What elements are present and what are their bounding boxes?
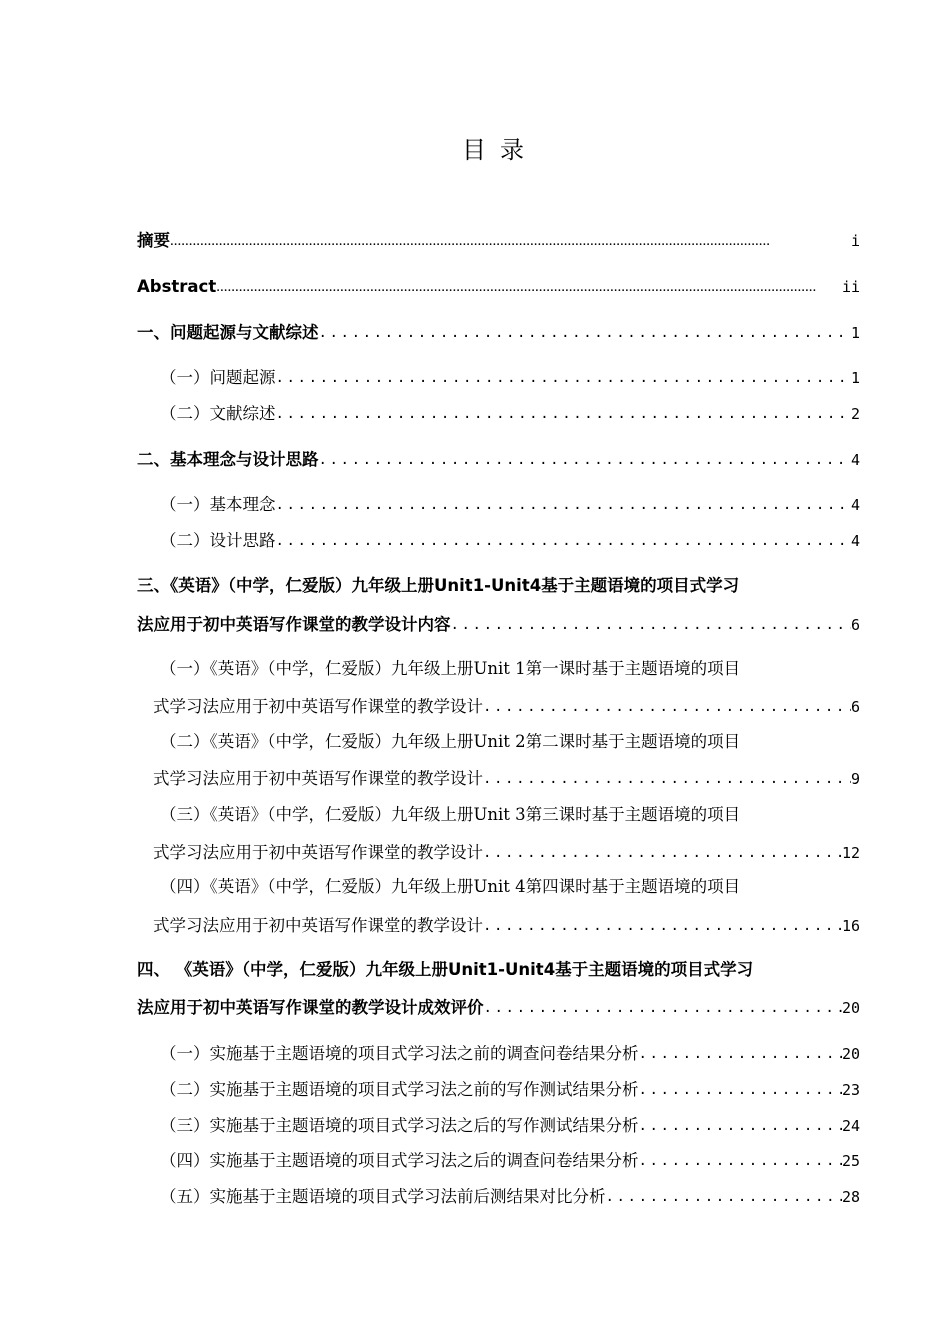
dot-leader bbox=[319, 448, 851, 472]
toc-page-number: 12 bbox=[841, 844, 860, 862]
toc-page-number: 20 bbox=[841, 1045, 860, 1063]
toc-entry-continuation[interactable] bbox=[153, 914, 860, 938]
toc-entry-title: （四）《英语》（中学，仁爱版）九年级上册Unit 4第四课时基于主题语境的项目 bbox=[160, 877, 741, 896]
toc-entry-title: 法应用于初中英语写作课堂的教学设计成效评价 bbox=[137, 998, 484, 1017]
toc-entry[interactable] bbox=[160, 402, 860, 426]
toc-entry[interactable] bbox=[160, 875, 740, 899]
toc-entry-title: 二、基本理念与设计思路 bbox=[137, 450, 319, 469]
dot-leader bbox=[639, 1042, 842, 1066]
toc-entry-title: （三）《英语》（中学，仁爱版）九年级上册Unit 3第三课时基于主题语境的项目 bbox=[160, 805, 741, 824]
toc-page-number: 6 bbox=[850, 698, 860, 716]
toc-entry[interactable] bbox=[160, 1149, 860, 1173]
dot-leader bbox=[276, 493, 851, 517]
toc-entry-title: （一）《英语》（中学，仁爱版）九年级上册Unit 1第一课时基于主题语境的项目 bbox=[160, 659, 741, 678]
toc-entry-continuation[interactable] bbox=[153, 695, 860, 719]
dot-leader bbox=[484, 996, 842, 1020]
toc-entry-title: 四、 《英语》（中学，仁爱版）九年级上册Unit1-Unit4基于主题语境的项目式学习 bbox=[137, 960, 754, 979]
dot-leader bbox=[606, 1185, 842, 1209]
toc-entry[interactable] bbox=[160, 1114, 860, 1138]
toc-entry-title: （四）实施基于主题语境的项目式学习法之后的调查问卷结果分析 bbox=[160, 1151, 639, 1170]
dot-leader bbox=[639, 1078, 842, 1102]
dot-leader bbox=[216, 275, 842, 299]
dot-leader bbox=[451, 613, 851, 637]
toc-entry-continuation[interactable] bbox=[153, 841, 860, 865]
toc-entry-continuation[interactable] bbox=[137, 996, 860, 1020]
toc-page-number: 23 bbox=[841, 1081, 860, 1099]
toc-entry-title: （二）文献综述 bbox=[160, 404, 276, 423]
toc-entry-title: （二）设计思路 bbox=[160, 531, 276, 550]
dot-leader bbox=[639, 1114, 842, 1138]
toc-entry-title: 法应用于初中英语写作课堂的教学设计内容 bbox=[137, 615, 451, 634]
dot-leader bbox=[483, 841, 842, 865]
toc-entry[interactable] bbox=[160, 1078, 860, 1102]
toc-page-number: 9 bbox=[850, 770, 860, 788]
dot-leader bbox=[276, 402, 851, 426]
toc-entry[interactable] bbox=[160, 366, 860, 390]
toc-entry[interactable] bbox=[137, 958, 753, 982]
toc-page-number: 25 bbox=[841, 1152, 860, 1170]
toc-entry-title: （三）实施基于主题语境的项目式学习法之后的写作测试结果分析 bbox=[160, 1116, 639, 1135]
toc-page-number: 4 bbox=[850, 496, 860, 514]
toc-entry-title: Abstract bbox=[137, 277, 217, 296]
toc-entry-title: 摘要 bbox=[137, 231, 170, 250]
dot-leader bbox=[319, 321, 851, 345]
dot-leader bbox=[276, 366, 851, 390]
toc-entry[interactable] bbox=[137, 321, 860, 345]
toc-entry[interactable] bbox=[160, 730, 740, 754]
toc-page-number: 6 bbox=[850, 616, 860, 634]
toc-entry-title: （五）实施基于主题语境的项目式学习法前后测结果对比分析 bbox=[160, 1187, 606, 1206]
toc-entry[interactable] bbox=[160, 493, 860, 517]
toc-page-number: 4 bbox=[850, 451, 860, 469]
toc-entry-title: （二）实施基于主题语境的项目式学习法之前的写作测试结果分析 bbox=[160, 1080, 639, 1099]
toc-entry-title: 式学习法应用于初中英语写作课堂的教学设计 bbox=[153, 769, 483, 788]
toc-entry-title: （一）实施基于主题语境的项目式学习法之前的调查问卷结果分析 bbox=[160, 1044, 639, 1063]
toc-entry-title: 式学习法应用于初中英语写作课堂的教学设计 bbox=[153, 843, 483, 862]
toc-page-number: 4 bbox=[850, 532, 860, 550]
page-title: 目录 bbox=[462, 136, 538, 164]
toc-page-number: 28 bbox=[841, 1188, 860, 1206]
toc-page-number: 2 bbox=[850, 405, 860, 423]
dot-leader bbox=[276, 529, 851, 553]
toc-entry-continuation[interactable] bbox=[137, 613, 860, 637]
toc-entry-title: 一、问题起源与文献综述 bbox=[137, 323, 319, 342]
toc-page-number: 1 bbox=[850, 369, 860, 387]
toc-entry[interactable] bbox=[160, 803, 740, 827]
toc-page-number: ii bbox=[841, 278, 860, 296]
toc-entry-title: 三、《英语》（中学，仁爱版）九年级上册Unit1-Unit4基于主题语境的项目式学习 bbox=[137, 576, 740, 595]
toc-page-number: 24 bbox=[841, 1117, 860, 1135]
toc-entry[interactable] bbox=[160, 657, 740, 681]
toc-entry[interactable] bbox=[137, 275, 860, 299]
dot-leader bbox=[170, 229, 851, 253]
toc-entry-title: （一）基本理念 bbox=[160, 495, 276, 514]
toc-entry[interactable] bbox=[160, 1185, 860, 1209]
toc-page-number: i bbox=[850, 232, 860, 250]
toc-entry-title: （一）问题起源 bbox=[160, 368, 276, 387]
toc-entry[interactable] bbox=[137, 448, 860, 472]
dot-leader bbox=[639, 1149, 842, 1173]
toc-entry[interactable] bbox=[137, 229, 860, 253]
dot-leader bbox=[483, 695, 851, 719]
toc-entry[interactable] bbox=[160, 529, 860, 553]
toc-page-number: 16 bbox=[841, 917, 860, 935]
dot-leader bbox=[483, 914, 842, 938]
toc-entry-title: （二）《英语》（中学，仁爱版）九年级上册Unit 2第二课时基于主题语境的项目 bbox=[160, 732, 741, 751]
toc-entry-title: 式学习法应用于初中英语写作课堂的教学设计 bbox=[153, 697, 483, 716]
toc-entry[interactable] bbox=[137, 574, 739, 598]
dot-leader bbox=[483, 767, 851, 791]
toc-page-number: 1 bbox=[850, 324, 860, 342]
toc-entry-title: 式学习法应用于初中英语写作课堂的教学设计 bbox=[153, 916, 483, 935]
toc-page-number: 20 bbox=[841, 999, 860, 1017]
toc-entry[interactable] bbox=[160, 1042, 860, 1066]
toc-entry-continuation[interactable] bbox=[153, 767, 860, 791]
